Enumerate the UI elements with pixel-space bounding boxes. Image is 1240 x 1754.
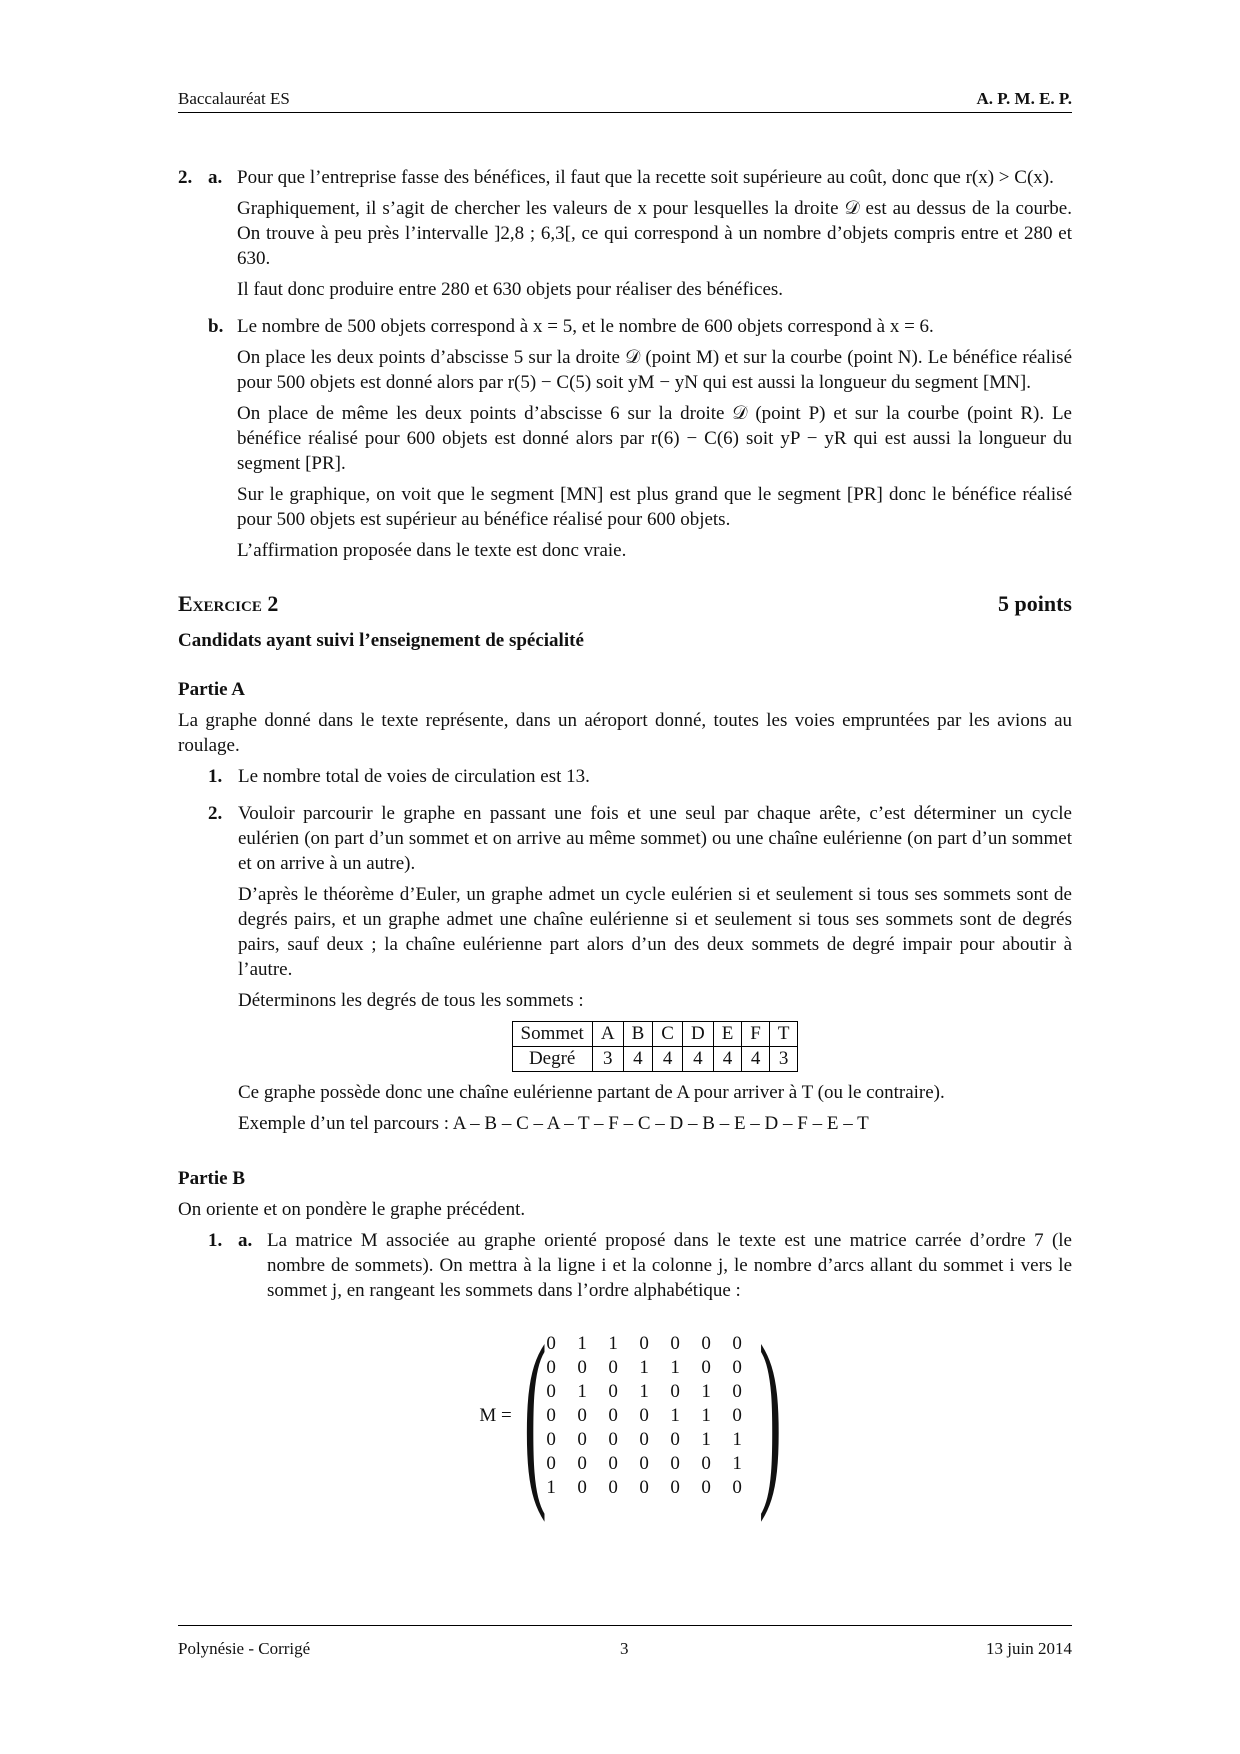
matrix-M (178, 1306, 1072, 1523)
matrix-cell: 1 (701, 1381, 711, 1402)
partB-title: Partie B (178, 1168, 246, 1189)
matrix-cell: 0 (732, 1405, 742, 1426)
partA-item2-p1: Vouloir parcourir le graphe en passant une fois et une seul par chaque arête, c’est déterminer un cycle eulérien (on part d’un sommet et on arrive au même sommet) ou une chaîne eulérienne (on part d’un sommet et on arrive à un autre). (238, 803, 1072, 874)
matrix-cell: 0 (701, 1333, 711, 1354)
q2-number: 2. (178, 167, 193, 188)
partA-item2-p3: Déterminons les degrés de tous les sommets : (238, 990, 584, 1011)
matrix-cell: 0 (639, 1477, 649, 1498)
matrix-cell: 0 (608, 1429, 618, 1450)
table-cell: 3 (592, 1047, 623, 1072)
matrix-cell: 0 (546, 1453, 556, 1474)
matrix-cell: 0 (608, 1477, 618, 1498)
matrix-cell: 0 (577, 1405, 587, 1426)
footer-date: 13 juin 2014 (986, 1639, 1072, 1658)
q2a-p1: Pour que l’entreprise fasse des bénéfices, il faut que la recette soit supérieure au coût, donc que r(x) > C(x). (237, 167, 1054, 188)
q2a-p2: Graphiquement, il s’agit de chercher les valeurs de x pour lesquelles la droite 𝒟 est au dessus de la courbe. On trouve à peu près l’intervalle ]2,8 ; 6,3[, ce qui correspond à un nombre d’objets compris entre et 280 et 630. (237, 198, 1072, 269)
matrix-cell: 0 (670, 1381, 680, 1402)
q2b-p3: On place de même les deux points d’abscisse 6 sur la droite 𝒟 (point P) et sur la courbe (point R). Le bénéfice réalisé pour 600 objets est donné alors par r(6) − C(6) soit yP − yR qui est aussi la longueur du segment [PR]. (237, 403, 1072, 474)
matrix-cell: 1 (577, 1381, 587, 1402)
exercise-subtitle: Candidats ayant suivi l’enseignement de spécialité (178, 630, 584, 651)
matrix-cell: 0 (701, 1357, 711, 1378)
matrix-cell: 0 (732, 1333, 742, 1354)
partA-item2 (208, 801, 1072, 1142)
partB-item1-num: 1. (208, 1230, 223, 1251)
matrix-cell: 0 (546, 1429, 556, 1450)
matrix-cell: 0 (732, 1381, 742, 1402)
header-left: Baccalauréat ES (178, 89, 290, 108)
partB-intro: On oriente et on pondère le graphe précédent. (178, 1199, 526, 1220)
table-cell: D (682, 1022, 713, 1047)
matrix-cell: 0 (670, 1333, 680, 1354)
header-right: A. P. M. E. P. (976, 89, 1072, 108)
q2b-p1: Le nombre de 500 objets correspond à x = 5, et le nombre de 600 objets correspond à x = 6. (237, 316, 934, 337)
table-cell: 4 (653, 1047, 683, 1072)
table-cell: E (713, 1022, 742, 1047)
matrix-cell: 0 (546, 1405, 556, 1426)
matrix-cell: 0 (732, 1357, 742, 1378)
matrix-cell: 1 (732, 1429, 742, 1450)
q2b-p4: Sur le graphique, on voit que le segment [MN] est plus grand que le segment [PR] donc le bénéfice réalisé pour 500 objets est supérieur au bénéfice réalisé pour 600 objets. (237, 484, 1072, 530)
matrix-cell: 1 (639, 1381, 649, 1402)
matrix-label: M = (479, 1404, 512, 1426)
matrix-cell: 0 (701, 1453, 711, 1474)
table-cell: Degré (512, 1047, 592, 1072)
matrix-cell: 0 (701, 1477, 711, 1498)
table-cell: 4 (682, 1047, 713, 1072)
partA-item2-p5: Exemple d’un tel parcours : A – B – C – A – T – F – C – D – B – E – D – F – E – T (238, 1113, 869, 1134)
matrix-cell: 0 (670, 1429, 680, 1450)
degree-table-row-sommet (512, 1022, 798, 1047)
partA-item2-p2: D’après le théorème d’Euler, un graphe admet un cycle eulérien si et seulement si tous ses sommets sont de degrés pairs, et un graphe admet une chaîne eulérienne si et seulement si tous ses sommets sont de degrés pairs, sauf deux ; la chaîne eulérienne part alors d’un des deux sommets de degré impair pour aboutir à l’autre. (238, 884, 1072, 980)
matrix-cell: 1 (701, 1429, 711, 1450)
partB-item1 (208, 1228, 1072, 1309)
exercise-title: Exercice 2 (178, 591, 279, 616)
matrix-cell: 0 (670, 1453, 680, 1474)
left-paren: ( (523, 1306, 547, 1523)
table-cell: A (592, 1022, 623, 1047)
matrix-cell: 0 (546, 1381, 556, 1402)
partA-item2-p4: Ce graphe possède donc une chaîne eulérienne partant de A pour arriver à T (ou le contraire). (238, 1082, 945, 1103)
matrix-cell: 0 (608, 1453, 618, 1474)
matrix-grid (536, 1331, 753, 1499)
matrix-cell: 1 (670, 1405, 680, 1426)
matrix-cell: 1 (670, 1357, 680, 1378)
table-cell: F (742, 1022, 770, 1047)
partA-item1-num: 1. (208, 766, 223, 787)
table-cell: B (623, 1022, 653, 1047)
partA-intro: La graphe donné dans le texte représente, dans un aéroport donné, toutes les voies empruntées par les avions au roulage. (178, 710, 1072, 756)
matrix-cell: 0 (670, 1477, 680, 1498)
footer-left: Polynésie - Corrigé (178, 1639, 311, 1658)
matrix-cell: 0 (639, 1333, 649, 1354)
matrix-cell: 0 (577, 1453, 587, 1474)
q2a-p3: Il faut donc produire entre 280 et 630 objets pour réaliser des bénéfices. (237, 279, 784, 300)
matrix-cell: 1 (608, 1333, 618, 1354)
q2b-label: b. (208, 316, 224, 337)
page-content (178, 165, 1072, 1523)
partB-item1a-text: La matrice M associée au graphe orienté proposé dans le texte est une matrice carrée d’ordre 7 (le nombre de sommets). On mettra à la ligne i et la colonne j, le nombre d’arcs allant du sommet i vers le sommet j, en rangeant les sommets dans l’ordre alphabétique : (267, 1230, 1072, 1301)
matrix-cell: 0 (608, 1381, 618, 1402)
q2b-p5: L’affirmation proposée dans le texte est donc vraie. (237, 540, 627, 561)
table-cell: Sommet (512, 1022, 592, 1047)
page-footer (178, 1625, 1072, 1658)
matrix-cell: 1 (546, 1477, 556, 1498)
right-paren: ) (758, 1306, 782, 1523)
table-cell: T (769, 1022, 798, 1047)
exercise-points: 5 points (998, 591, 1072, 616)
matrix-cell: 0 (639, 1453, 649, 1474)
page-number: 3 (620, 1639, 629, 1658)
partA-item2-num: 2. (208, 803, 223, 824)
q2b-p2: On place les deux points d’abscisse 5 sur la droite 𝒟 (point M) et sur la courbe (point N). Le bénéfice réalisé pour 500 objets est donné alors par r(5) − C(5) soit yM − yN qui est aussi la longueur du segment [MN]. (237, 347, 1072, 393)
table-cell: 4 (713, 1047, 742, 1072)
matrix-cell: 0 (639, 1429, 649, 1450)
partA-title: Partie A (178, 679, 246, 700)
q2a-label: a. (208, 167, 223, 188)
partA-item1 (208, 764, 1072, 795)
page-header (178, 86, 1072, 113)
matrix-cell: 0 (608, 1405, 618, 1426)
matrix-cell: 0 (608, 1357, 618, 1378)
matrix-cell: 0 (577, 1357, 587, 1378)
matrix-cell: 0 (546, 1357, 556, 1378)
matrix-cell: 1 (701, 1405, 711, 1426)
partA-item1-text: Le nombre total de voies de circulation est 13. (238, 766, 590, 787)
degree-table-row-degre (512, 1047, 798, 1072)
matrix-cell: 1 (577, 1333, 587, 1354)
matrix-cell: 0 (639, 1405, 649, 1426)
table-cell: 3 (769, 1047, 798, 1072)
degree-table (512, 1021, 799, 1072)
matrix-cell: 1 (639, 1357, 649, 1378)
matrix-cell: 0 (546, 1333, 556, 1354)
matrix-cell: 0 (577, 1477, 587, 1498)
table-cell: 4 (742, 1047, 770, 1072)
exercise-heading (178, 591, 1072, 616)
matrix-cell: 1 (732, 1453, 742, 1474)
partB-item1a-label: a. (238, 1230, 253, 1251)
matrix-cell: 0 (577, 1429, 587, 1450)
table-cell: 4 (623, 1047, 653, 1072)
table-cell: C (653, 1022, 683, 1047)
matrix-cell: 0 (732, 1477, 742, 1498)
q2-b (208, 314, 1072, 569)
q2-a (178, 165, 1072, 308)
